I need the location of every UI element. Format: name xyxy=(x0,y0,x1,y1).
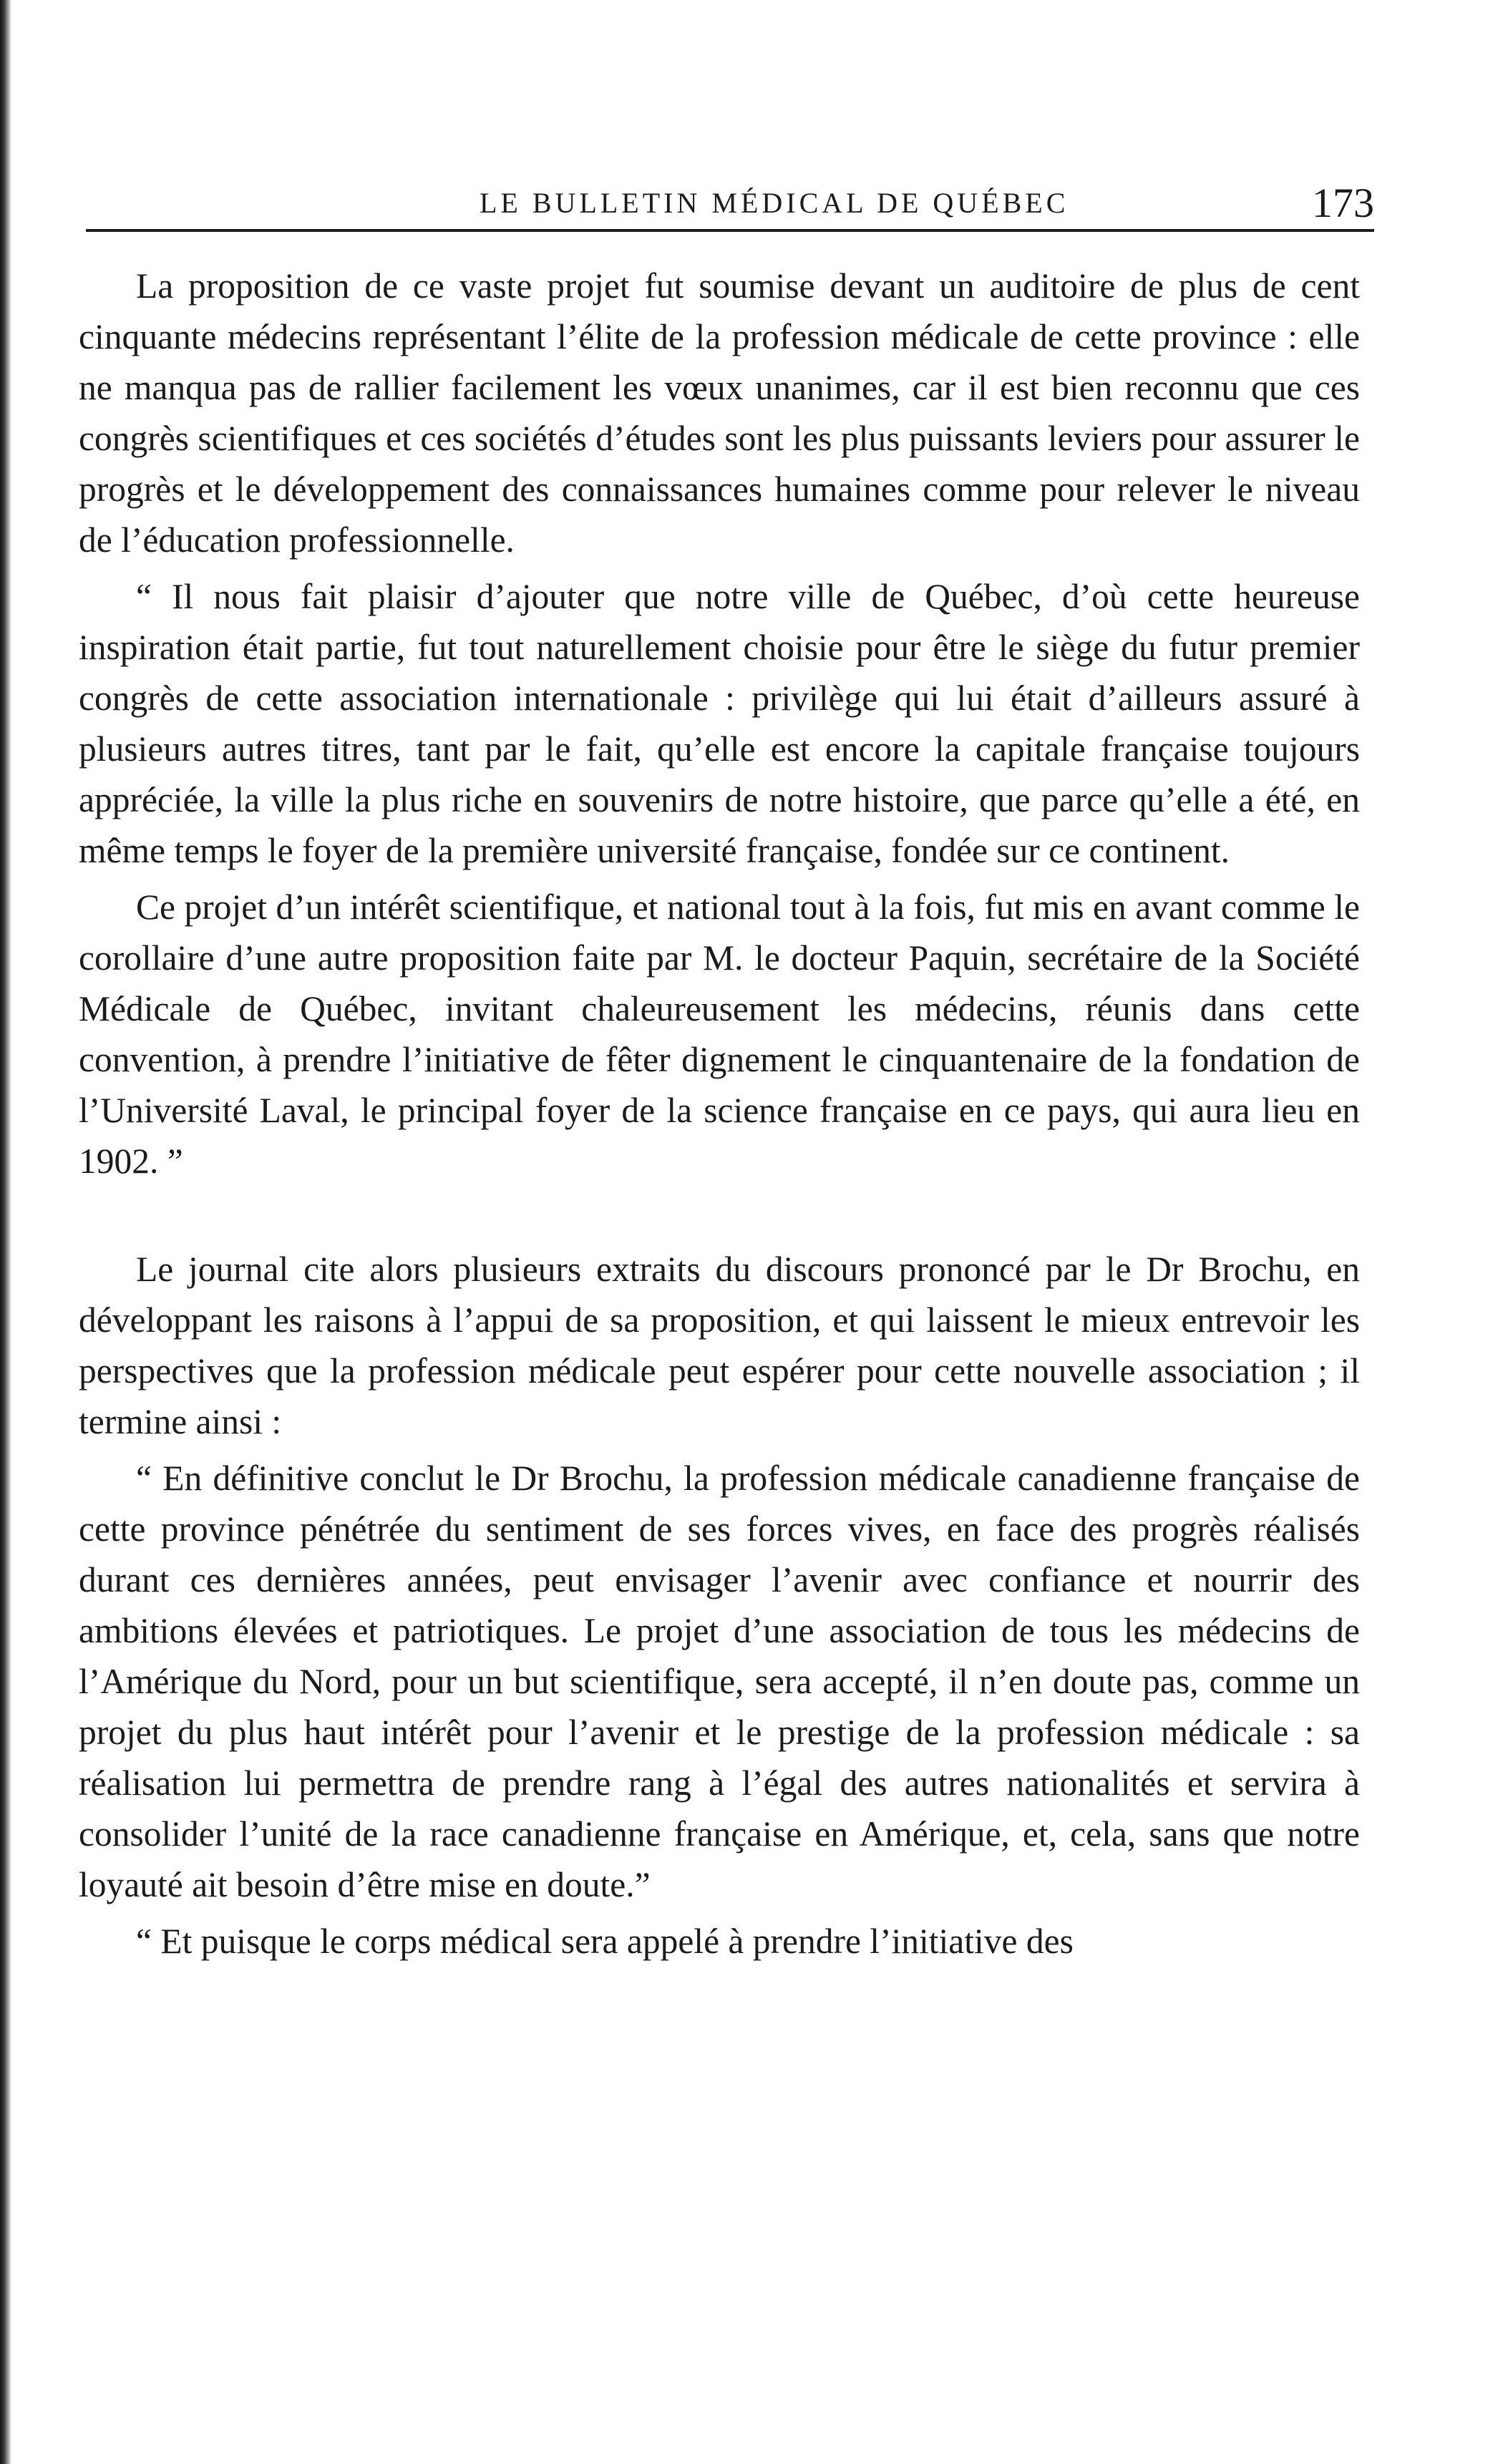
paragraph: Ce projet d’un intérêt scientifique, et national tout à la fois, fut mis en avant comme le corollaire d’une autre proposition faite par M. le docteur Paquin, secrétaire de la Société Médicale de Québec, invitant chaleureusement les médecins, réunis dans cette convention, à prendre l’initiative de fêter dignement le cinquantenaire de la fondation de l’Université Laval, le principal foyer de la science française en ce pays, qui aura lieu en 1902. ” xyxy=(79,887,1360,1181)
header-rule xyxy=(86,229,1374,232)
paragraph: Le journal cite alors plusieurs extraits du discours prononcé par le Dr Brochu, en développant les raisons à l’appui de sa proposition, et qui laissent le mieux entrevoir les perspectives que la profession médicale peut espérer pour cette nouvelle association ; il termine ainsi : xyxy=(79,1250,1360,1441)
paragraph: La proposition de ce vaste projet fut soumise devant un auditoire de plus de cent cinquante médecins représentant l’élite de la profession médicale de cette province : elle ne manqua pas de rallier facilement les vœux unanimes, car il est bien reconnu que ces congrès scientifiques et ces sociétés d’études sont les plus puissants leviers pour assurer le progrès et le développement des connaissances humaines comme pour relever le niveau de l’éducation professionnelle. xyxy=(79,266,1360,560)
paragraph: “ Et puisque le corps médical sera appelé à prendre l’initiative des xyxy=(136,1922,1074,1961)
running-title: LE BULLETIN MÉDICAL DE QUÉBEC xyxy=(480,187,1069,219)
paragraph: “ Il nous fait plaisir d’ajouter que notre ville de Québec, d’où cette heureuse inspiration était partie, fut tout naturellement choisie pour être le siège du futur premier congrès de cette association internationale : privilège qui lui était d’ailleurs assuré à plusieurs autres titres, tant par le fait, qu’elle est encore la capitale française toujours appréciée, la ville la plus riche en souvenirs de notre histoire, que parce qu’elle a été, en même temps le foyer de la première université française, fondée sur ce continent. xyxy=(79,577,1360,870)
running-head xyxy=(86,172,1374,229)
page-number: 173 xyxy=(1312,180,1374,226)
paragraph: “ En définitive conclut le Dr Brochu, la profession médicale canadienne française de cette province pénétrée du sentiment de ses forces vives, en face des progrès réalisés durant ces dernières années, peut envisager l’avenir avec confiance et nourrir des ambitions élevées et patriotiques. Le projet d’une association de tous les médecins de l’Amérique du Nord, pour un but scientifique, sera accepté, il n’en doute pas, comme un projet du plus haut intérêt pour l’avenir et le prestige de la profession médicale : sa réalisation lui permettra de prendre rang à l’égal des autres nationalités et servira à consolider l’unité de la race canadienne française en Amérique, et, cela, sans que notre loyauté ait besoin d’être mise en doute.” xyxy=(79,1459,1360,1904)
body-text xyxy=(79,260,1360,1967)
book-page xyxy=(72,172,1374,1967)
binding-edge xyxy=(0,0,11,2464)
